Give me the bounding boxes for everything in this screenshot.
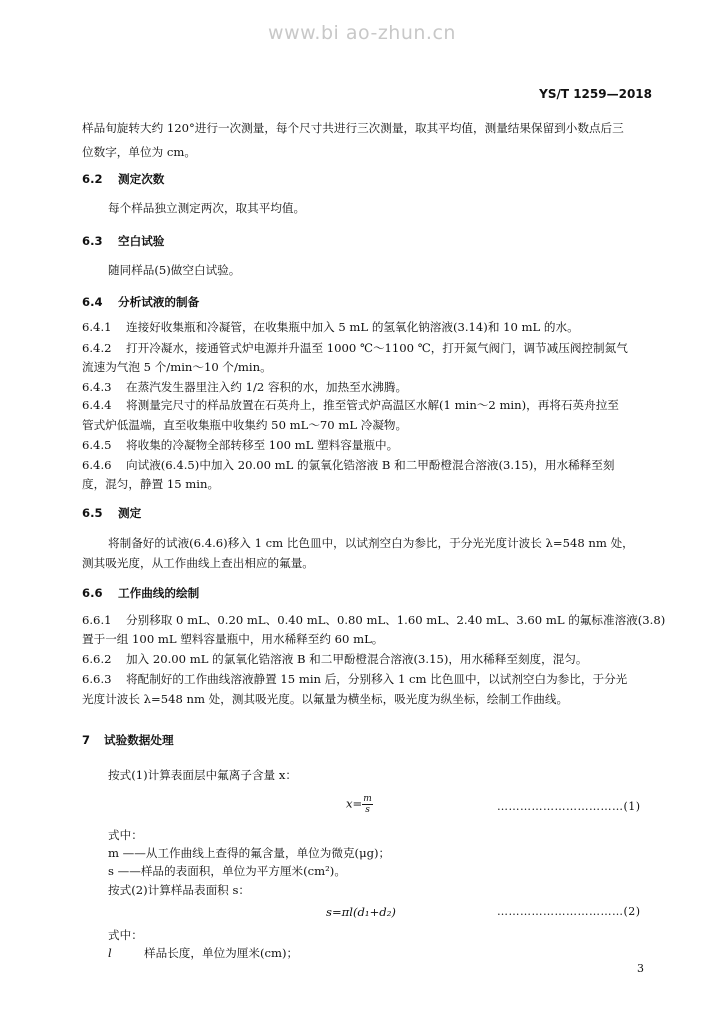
where-label: 式中： (108, 828, 143, 842)
clause-6-4-6 (82, 458, 614, 472)
definition-l (108, 946, 298, 960)
clause-text: 在蒸汽发生器里注入约 1/2 容积的水，加热至水沸腾。 (126, 380, 408, 394)
section-number: 6.5 (82, 506, 103, 520)
fraction-denominator: s (365, 805, 370, 815)
section-title: 工作曲线的绘制 (118, 586, 200, 600)
formula-intro: 按式(2)计算样品表面积 s： (108, 883, 250, 897)
section-heading-6-3 (82, 233, 164, 249)
section-title: 试验数据处理 (104, 733, 174, 747)
clause-text: 加入 20.00 mL 的氯氧化锆溶液 B 和二甲酚橙混合溶液(3.15)，用水稀释至刻度，混匀。 (126, 652, 588, 666)
clause-number: 6.6.2 (82, 652, 112, 666)
section-heading-6-6 (82, 585, 199, 601)
clause-text: 打开冷凝水，接通管式炉电源并升温至 1000 ℃～1100 ℃，打开氮气阀门，调节减压阀控制氮气 (126, 341, 628, 355)
page-number: 3 (637, 962, 644, 975)
formula-1 (346, 794, 373, 815)
paragraph-line: 光度计波长 λ=548 nm 处，测其吸光度。以氟量为横坐标，吸光度为纵坐标，绘制工作曲线。 (82, 692, 569, 706)
clause-text: 向试液(6.4.5)中加入 20.00 mL 的氯氧化锆溶液 B 和二甲酚橙混合溶液(3.15)，用水稀释至刻 (126, 458, 615, 472)
paragraph-line: 管式炉低温端，直至收集瓶中收集约 50 mL～70 mL 冷凝物。 (82, 418, 408, 432)
clause-6-6-1 (82, 613, 665, 627)
formula-2: s=πl(d₁+d₂) (326, 905, 396, 919)
section-heading-6-5 (82, 505, 141, 521)
clause-number: 6.4.3 (82, 380, 112, 394)
clause-number: 6.4.6 (82, 458, 112, 472)
definition-text: 样品长度，单位为厘米(cm)； (144, 946, 299, 960)
equation-number-2: ……………………………(2) (497, 905, 641, 918)
clause-number: 6.4.4 (82, 398, 112, 412)
section-title: 空白试验 (118, 234, 165, 248)
equation-number-1: ……………………………(1) (497, 800, 641, 813)
paragraph-line: 每个样品独立测定两次，取其平均值。 (108, 201, 306, 215)
section-heading-6-2 (82, 171, 164, 187)
formula-intro: 按式(1)计算表面层中氟离子含量 x： (108, 768, 297, 782)
clause-6-4-1 (82, 320, 579, 334)
paragraph-line: 样品旬旋转大约 120°进行一次测量，每个尺寸共进行三次测量，取其平均值，测量结果保留到小数点后三 (82, 121, 624, 135)
symbol-l: l (108, 946, 112, 960)
clause-number: 6.4.1 (82, 320, 112, 334)
section-number: 7 (82, 733, 91, 747)
clause-6-6-2 (82, 652, 588, 666)
clause-number: 6.4.2 (82, 341, 112, 355)
section-number: 6.4 (82, 295, 103, 309)
where-label: 式中： (108, 928, 143, 942)
section-title: 分析试液的制备 (118, 295, 200, 309)
section-number: 6.3 (82, 234, 103, 248)
paragraph-line: 随同样品(5)做空白试验。 (108, 263, 241, 277)
fraction (362, 794, 373, 815)
paragraph-line: 度，混匀，静置 15 min。 (82, 477, 220, 491)
paragraph-line: 测其吸光度，从工作曲线上查出相应的氟量。 (82, 556, 314, 570)
clause-6-4-5 (82, 438, 398, 452)
paragraph-line: 流速为气泡 5 个/min～10 个/min。 (82, 360, 272, 374)
definition-s: s ——样品的表面积，单位为平方厘米(cm²)。 (108, 864, 346, 878)
clause-text: 分别移取 0 mL、0.20 mL、0.40 mL、0.80 mL、1.60 mL、2.40 mL、3.60 mL 的氟标准溶液(3.8) (126, 613, 666, 627)
definition-m: m ——从工作曲线上查得的氟含量，单位为微克(μg)； (108, 846, 391, 860)
section-title: 测定 (118, 506, 142, 520)
formula-lhs: x= (346, 796, 363, 811)
section-number: 6.2 (82, 172, 103, 186)
section-heading-6-4 (82, 294, 199, 310)
clause-text: 将测量完尺寸的样品放置在石英舟上，推至管式炉高温区水解(1 min～2 min)，再将石英舟拉至 (126, 398, 619, 412)
section-number: 6.6 (82, 586, 103, 600)
clause-6-4-3 (82, 380, 407, 394)
section-title: 测定次数 (118, 172, 165, 186)
clause-text: 连接好收集瓶和冷凝管，在收集瓶中加入 5 mL 的氢氧化钠溶液(3.14)和 10 mL 的水。 (126, 320, 579, 334)
standard-code: YS/T 1259—2018 (539, 87, 652, 101)
fraction-numerator: m (363, 794, 372, 804)
paragraph-line: 置于一组 100 mL 塑料容量瓶中，用水稀释至约 60 mL。 (82, 632, 384, 646)
clause-text: 将收集的冷凝物全部转移至 100 mL 塑料容量瓶中。 (126, 438, 399, 452)
clause-text: 将配制好的工作曲线溶液静置 15 min 后，分别移入 1 cm 比色皿中，以试剂空白为参比，于分光 (126, 672, 628, 686)
paragraph-line: 将制备好的试液(6.4.6)移入 1 cm 比色皿中，以试剂空白为参比，于分光光度计波长 λ=548 nm 处， (108, 536, 634, 550)
clause-6-6-3 (82, 672, 627, 686)
clause-number: 6.6.1 (82, 613, 112, 627)
section-heading-7 (82, 732, 174, 748)
watermark: www.bi ao-zhun.cn (268, 22, 456, 44)
clause-number: 6.4.5 (82, 438, 112, 452)
clause-6-4-2 (82, 341, 628, 355)
clause-number: 6.6.3 (82, 672, 112, 686)
paragraph-line: 位数字，单位为 cm。 (82, 145, 196, 159)
clause-6-4-4 (82, 398, 619, 412)
